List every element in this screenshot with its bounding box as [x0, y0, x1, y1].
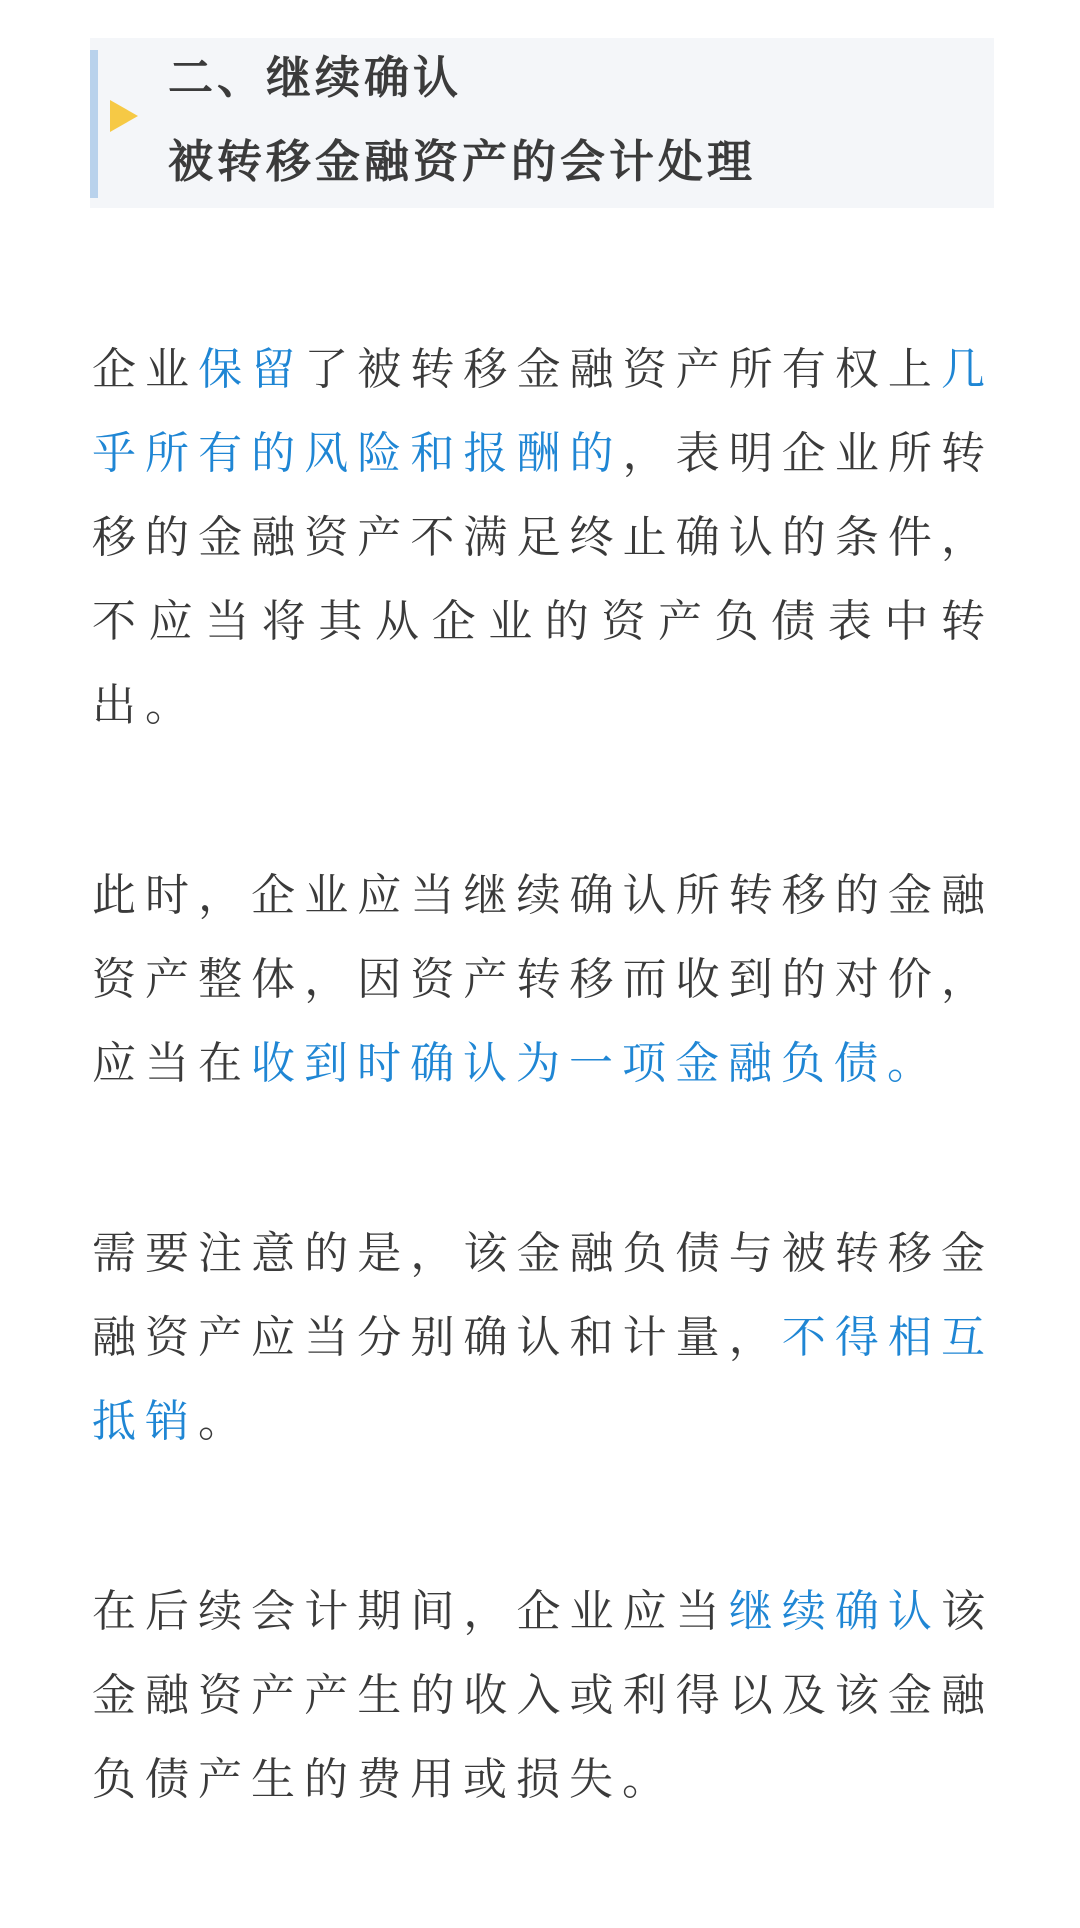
text-segment: 该金融资产产生的收入或利得以及该金融负债产生的费用或损失。	[92, 1586, 994, 1805]
section-header	[90, 38, 994, 208]
text-segment: 需要注意的是，该金融负债与被转移金融资产应当分别确认和计量，	[92, 1228, 994, 1363]
text-segment: 企业	[92, 344, 199, 395]
text-segment: 。	[198, 1396, 251, 1447]
article-body	[92, 328, 994, 1928]
highlight-segment: 收到时确认为一项金融负债。	[251, 1038, 940, 1089]
text-segment: 了被转移金融资产所有权上	[304, 344, 941, 395]
section-accent-bar	[90, 50, 98, 198]
triangle-arrow-icon	[110, 100, 138, 132]
highlight-segment: 保留	[198, 344, 305, 395]
paragraph-2	[92, 854, 994, 1106]
paragraph-4	[92, 1570, 994, 1822]
text-segment: 在后续会计期间，企业应当	[92, 1586, 729, 1637]
text-segment: ，表明企业所转移的金融资产不满足终止确认的条件，不应当将其从企业的资产负债表中转出。	[92, 428, 994, 731]
paragraph-3	[92, 1212, 994, 1464]
paragraph-1	[92, 328, 994, 748]
highlight-segment: 继续确认	[728, 1586, 941, 1637]
section-title-line2: 被转移金融资产的会计处理	[168, 135, 757, 188]
highlight-segment: 不得相互抵销	[92, 1312, 994, 1447]
text-segment: 此时，企业应当继续确认所转移的金融资产整体，因资产转移而收到的对价，应当在	[92, 870, 994, 1089]
highlight-segment: 几乎所有的风险和报酬的	[92, 344, 994, 479]
section-title-line1: 二、继续确认	[168, 51, 463, 104]
